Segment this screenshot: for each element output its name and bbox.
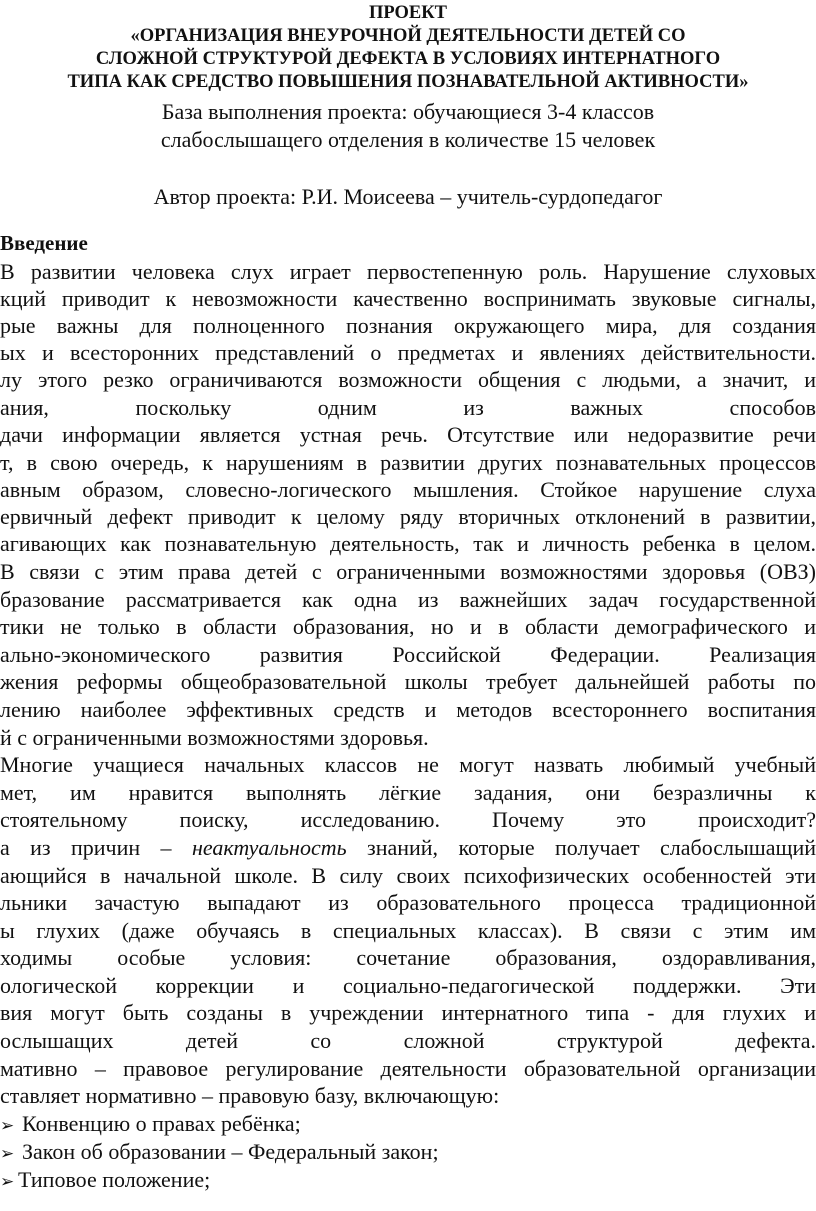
body-line: ходимы особые условия: сочетание образования, оздоравливания, xyxy=(0,945,816,970)
body-line: рые важны для полноценного познания окружающего мира, для создания xyxy=(0,313,816,338)
base-line-2: слабослышащего отделения в количестве 15 человек xyxy=(160,127,656,152)
spaced-line: ания, поскольку одним из важных способов xyxy=(0,395,816,420)
body-line: ающийся в начальной школе. В силу своих психофизических особенностей эти xyxy=(0,863,816,888)
list-item-text: Конвенцию о правах ребёнка; xyxy=(22,1111,301,1136)
body-text: а из причин – xyxy=(0,835,192,860)
author-line: Автор проекта: Р.И. Моисеева – учитель-сурдопедагог xyxy=(153,184,663,209)
body-line: В развитии человека слух играет первостепенную роль. Нарушение слуховых xyxy=(0,259,816,284)
body-line: агивающих как познавательную деятельность, так и личность ребенка в целом. xyxy=(0,531,816,556)
body-line: мативно – правовое регулирование деятельности образовательной организации xyxy=(0,1056,816,1081)
body-line: ослышащих детей со сложной структурой дефекта. xyxy=(0,1028,816,1053)
list-item xyxy=(0,1110,301,1140)
body-line: ально-экономического развития Российской Федерации. Реализация xyxy=(0,642,816,667)
body-line xyxy=(0,394,816,422)
title-line-1: «ОРГАНИЗАЦИЯ ВНЕУРОЧНОЙ ДЕЯТЕЛЬНОСТИ ДЕТЕЙ СО xyxy=(130,26,686,46)
arrow-bullet-icon: ➢ xyxy=(0,1144,15,1164)
body-line: льники зачастую выпадают из образовательного процесса традиционной xyxy=(0,890,816,915)
body-line: В связи с этим права детей с ограниченными возможностями здоровья (ОВЗ) xyxy=(0,559,816,584)
body-line: т, в свою очередь, к нарушениям в развитии других познавательных процессов xyxy=(0,450,816,475)
title-line-2: СЛОЖНОЙ СТРУКТУРОЙ ДЕФЕКТА В УСЛОВИЯХ ИНТЕРНАТНОГО xyxy=(95,49,721,69)
body-line: дачи информации является устная речь. Отсутствие или недоразвитие речи xyxy=(0,422,816,447)
body-line: кций приводит к невозможности качественно воспринимать звуковые сигналы, xyxy=(0,286,816,311)
body-line: мет, им нравится выполнять лёгкие задания, они безразличны к xyxy=(0,780,816,805)
body-line: жения реформы общеобразовательной школы требует дальнейшей работы по xyxy=(0,669,816,694)
arrow-bullet-icon: ➢ xyxy=(0,1116,15,1136)
base-line-1: База выполнения проекта: обучающиеся 3-4 классов xyxy=(161,99,655,124)
body-line: ологической коррекции и социально-педагогической поддержки. Эти xyxy=(0,973,816,998)
body-line: бразование рассматривается как одна из важнейших задач государственной xyxy=(0,587,816,612)
title-line-3: ТИПА КАК СРЕДСТВО ПОВЫШЕНИЯ ПОЗНАВАТЕЛЬНОЙ АКТИВНОСТИ» xyxy=(67,72,749,92)
body-line: авным образом, словесно-логического мышления. Стойкое нарушение слуха xyxy=(0,477,816,502)
body-text: знаний, которые получает слабослышащий xyxy=(346,835,816,860)
body-line-italic xyxy=(0,834,816,862)
body-line: Многие учащиеся начальных классов не могут назвать любимый учебный xyxy=(0,752,816,777)
body-line: стоятельному поиску, исследованию. Почему это происходит? xyxy=(0,807,816,832)
emphasis-text: неактуальность xyxy=(191,835,347,860)
list-item-text: Закон об образовании – Федеральный закон; xyxy=(22,1139,439,1164)
list-item xyxy=(0,1166,210,1196)
body-line: лению наиболее эффективных средств и методов всестороннего воспитания xyxy=(0,697,816,722)
body-line: тики не только в области образования, но и в области демографического и xyxy=(0,614,816,639)
body-line: ервичный дефект приводит к целому ряду вторичных отклонений в развитии, xyxy=(0,504,816,529)
project-label: ПРОЕКТ xyxy=(368,3,448,23)
body-line: ставляет нормативно – правовую базу, включающую: xyxy=(0,1083,500,1108)
body-line: лу этого резко ограничиваются возможности общения с людьми, а значит, и xyxy=(0,367,816,392)
body-line: вия могут быть созданы в учреждении интернатного типа - для глухих и xyxy=(0,1000,816,1025)
arrow-bullet-icon: ➢ xyxy=(0,1172,15,1192)
body-line: ых и всесторонних представлений о предметах и явлениях действительности. xyxy=(0,340,816,365)
section-heading: Введение xyxy=(0,231,88,255)
body-line: й с ограниченными возможностями здоровья. xyxy=(0,725,429,750)
list-item xyxy=(0,1138,439,1168)
body-line: ы глухих (даже обучаясь в специальных классах). В связи с этим им xyxy=(0,918,816,943)
list-item-text: Типовое положение; xyxy=(18,1167,211,1192)
